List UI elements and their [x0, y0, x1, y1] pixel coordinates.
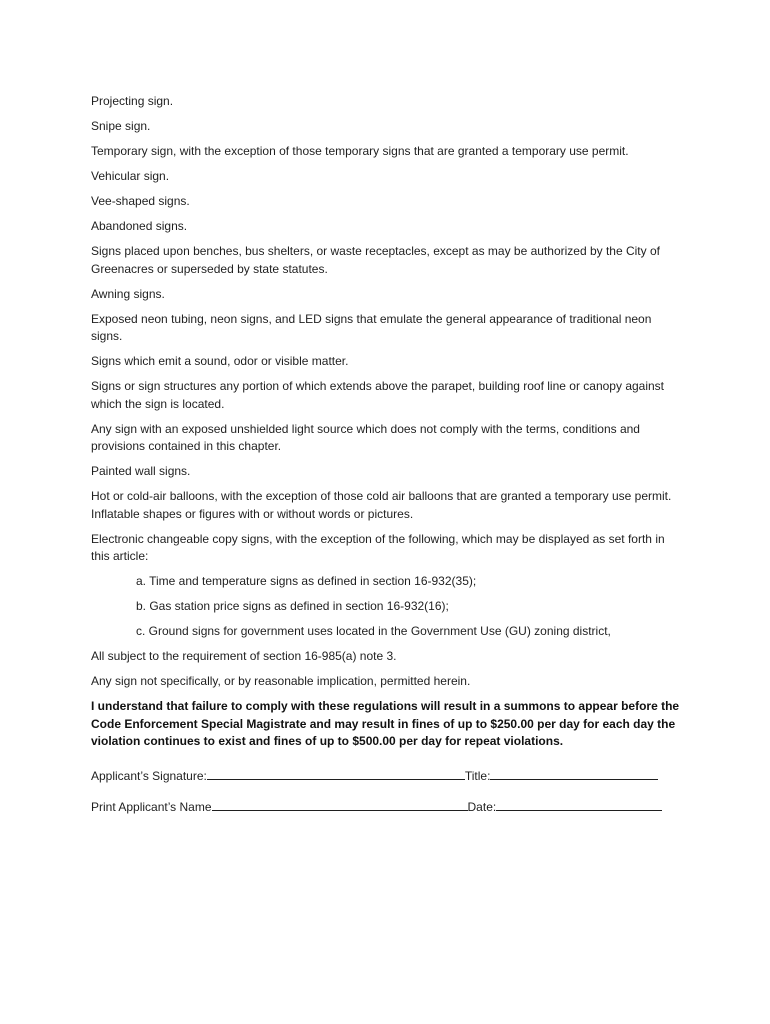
date-label: Date: [467, 800, 497, 814]
print-name-field[interactable] [212, 798, 468, 811]
prohibited-sign-item: Painted wall signs. [91, 464, 191, 478]
catch-all-item: Any sign not specifically, or by reasonable implication, permitted herein. [91, 674, 471, 688]
prohibited-sign-item: Electronic changeable copy signs, with the exception of the following, which may be displayed as set forth in this article: [91, 531, 665, 563]
prohibited-sign-item: Any sign with an exposed unshielded light source which does not comply with the terms, conditions and provisions contained in this chapter. [91, 421, 640, 453]
print-name-row [91, 798, 681, 817]
prohibited-sign-item: Exposed neon tubing, neon signs, and LED signs that emulate the general appearance of traditional neon signs. [91, 311, 652, 343]
prohibited-sign-item: Hot or cold-air balloons, with the exception of those cold air balloons that are granted a temporary use permit. Inflatable shapes or figures with or without words or pictures. [91, 489, 672, 521]
compliance-warning: I understand that failure to comply with these regulations will result in a summons to appear before the Code Enforcement Special Magistrate and may result in fines of up to $250.00 per day for each day the violation continues to exist and fines of up to $500.00 per day for repeat violations. [91, 699, 680, 748]
title-label: Title: [464, 768, 491, 783]
requirement-note: All subject to the requirement of section 16-985(a) note 3. [91, 649, 397, 663]
signature-row [91, 767, 681, 786]
applicant-signature-label: Applicant’s Signature: [91, 768, 207, 783]
print-name-label: Print Applicant’s Name [91, 800, 212, 814]
prohibited-sign-item: Vee-shaped signs. [91, 194, 190, 208]
document-page [91, 93, 681, 830]
date-field[interactable] [496, 798, 662, 811]
prohibited-sign-item: Signs placed upon benches, bus shelters, or waste receptacles, except as may be authorized by the City of Greenacres or superseded by state statutes. [91, 244, 660, 276]
title-field[interactable] [490, 767, 658, 780]
exception-sub-item: a. Time and temperature signs as defined in section 16-932(35); [136, 574, 477, 588]
applicant-signature-field[interactable] [207, 767, 465, 780]
prohibited-sign-item: Signs which emit a sound, odor or visible matter. [91, 354, 349, 368]
prohibited-sign-item: Awning signs. [91, 286, 165, 301]
prohibited-sign-item: Temporary sign, with the exception of those temporary signs that are granted a temporary use permit. [91, 144, 629, 158]
prohibited-sign-item: Projecting sign. [91, 94, 174, 108]
prohibited-sign-item: Signs or sign structures any portion of which extends above the parapet, building roof line or canopy against which the sign is located. [91, 379, 665, 411]
exception-sub-item: b. Gas station price signs as defined in section 16-932(16); [136, 599, 449, 613]
prohibited-sign-item: Snipe sign. [91, 119, 151, 133]
prohibited-sign-item: Abandoned signs. [91, 219, 188, 233]
prohibited-sign-item: Vehicular sign. [91, 169, 170, 183]
exception-sub-item: c. Ground signs for government uses located in the Government Use (GU) zoning district, [136, 624, 611, 638]
